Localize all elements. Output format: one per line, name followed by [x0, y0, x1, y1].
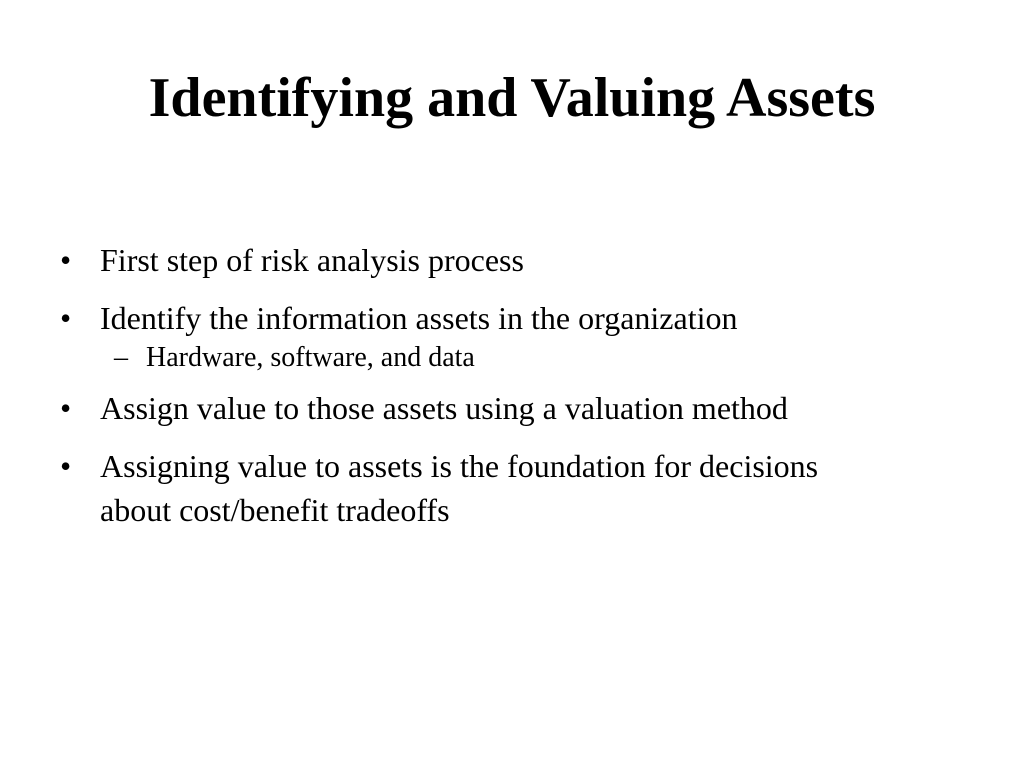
bullet-item	[58, 238, 998, 282]
slide-title: Identifying and Valuing Assets	[148, 67, 876, 129]
bullet-text: Assign value to those assets using a valuation method	[100, 390, 788, 426]
bullet-item	[58, 386, 998, 430]
bullet-list	[58, 238, 998, 546]
bullet-marker: •	[60, 390, 72, 426]
sub-bullet-list	[58, 338, 998, 378]
bullet-text: Assigning value to assets is the foundation for decisions about cost/benefit tradeoffs	[100, 448, 819, 528]
bullet-text: First step of risk analysis process	[100, 242, 524, 278]
bullet-marker: •	[60, 448, 72, 484]
bullet-marker: •	[60, 300, 72, 336]
bullet-text: Identify the information assets in the organization	[100, 300, 738, 336]
sub-bullet-text: Hardware, software, and data	[146, 342, 475, 373]
sub-bullet-marker: –	[114, 342, 128, 373]
bullet-item	[58, 444, 998, 532]
sub-bullet-item	[58, 338, 998, 378]
sub-bullet-group	[58, 338, 998, 378]
bullet-item	[58, 296, 998, 340]
bullet-marker: •	[60, 242, 72, 278]
